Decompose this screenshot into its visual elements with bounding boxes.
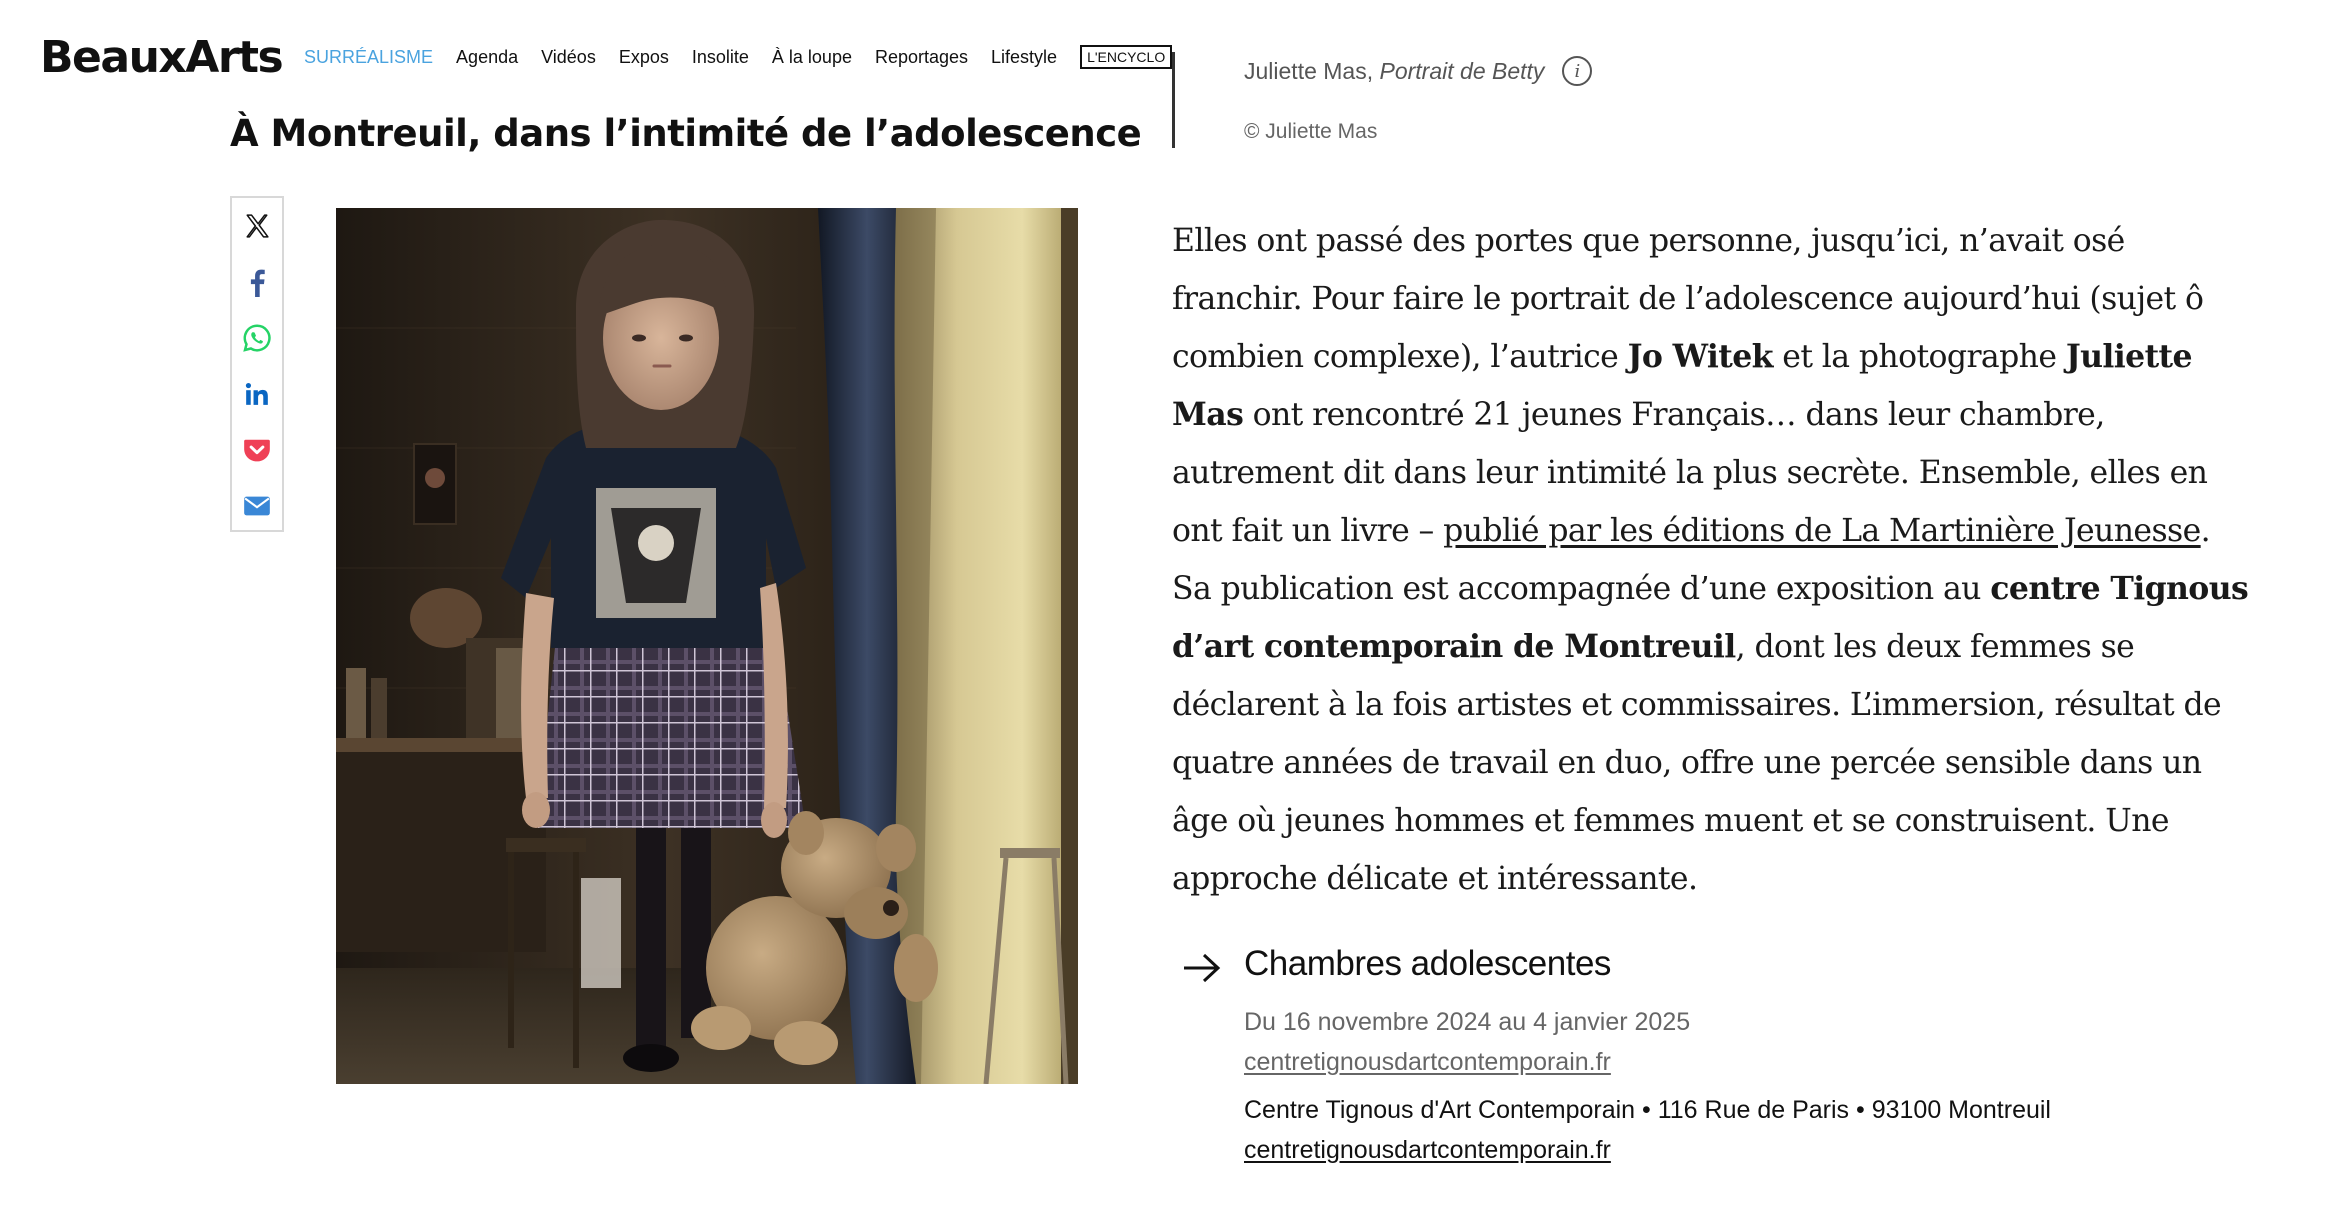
arrow-right-icon bbox=[1180, 950, 1224, 986]
nav-expos[interactable]: Expos bbox=[618, 46, 669, 67]
share-facebook-button[interactable] bbox=[232, 262, 282, 302]
photo-copyright: © Juliette Mas bbox=[1244, 120, 1378, 143]
caption-divider bbox=[1172, 52, 1175, 148]
body-text-4: . Sa publication est accompagnée d’une exposition au bbox=[1172, 513, 2211, 607]
photographer-name-juliette-mas: Juliette Mas bbox=[1172, 338, 2192, 433]
share-pocket-button[interactable] bbox=[232, 430, 282, 470]
caption-author: Juliette Mas, bbox=[1244, 57, 1374, 84]
article-photo[interactable] bbox=[336, 208, 1078, 1084]
nav-insolite[interactable]: Insolite bbox=[691, 46, 749, 67]
share-linkedin-button[interactable] bbox=[232, 374, 282, 414]
share-bar bbox=[230, 196, 284, 532]
photo-caption bbox=[1244, 56, 1592, 86]
nav-reportages[interactable]: Reportages bbox=[874, 46, 969, 67]
author-name-jo-witek: Jo Witek bbox=[1627, 338, 1773, 375]
publisher-link[interactable]: publié par les éditions de La Martinière Jeunesse bbox=[1443, 513, 2201, 549]
event-title[interactable]: Chambres adolescentes bbox=[1244, 944, 1611, 983]
venue-name: centre Tignous d’art contemporain de Montreuil bbox=[1172, 570, 2249, 665]
left-column bbox=[0, 0, 1166, 1226]
body-text-2: et la photographe bbox=[1772, 339, 2066, 375]
nav-lifestyle[interactable]: Lifestyle bbox=[991, 46, 1058, 67]
site-logo[interactable]: BeauxArts bbox=[40, 32, 283, 83]
event-address: Centre Tignous d'Art Contemporain • 116 Rue de Paris • 93100 Montreuil bbox=[1244, 1096, 2051, 1124]
portrait-of-girl-image bbox=[336, 208, 1078, 1084]
info-icon[interactable]: i bbox=[1562, 56, 1592, 86]
whatsapp-icon bbox=[242, 323, 272, 353]
event-website-link[interactable]: centretignousdartcontemporain.fr bbox=[1244, 1048, 1611, 1076]
article-body bbox=[1172, 212, 2252, 908]
nav-encyclo-button[interactable]: L'ENCYCLO bbox=[1080, 45, 1172, 69]
main-nav bbox=[304, 45, 1172, 69]
share-whatsapp-button[interactable] bbox=[232, 318, 282, 358]
nav-agenda[interactable]: Agenda bbox=[456, 46, 519, 67]
nav-videos[interactable]: Vidéos bbox=[541, 46, 596, 67]
email-icon bbox=[243, 494, 271, 518]
linkedin-icon bbox=[244, 381, 270, 407]
x-icon bbox=[244, 213, 270, 239]
article-title: À Montreuil, dans l’intimité de l’adolescence bbox=[230, 112, 1142, 155]
body-text-3: ont rencontré 21 jeunes Français… dans leur chambre, autrement dit dans leur intimité la plus secrète. Ensemble, elles en ont fait un livre – bbox=[1172, 397, 2208, 549]
facebook-icon bbox=[244, 267, 270, 297]
nav-a-la-loupe[interactable]: À la loupe bbox=[771, 46, 852, 67]
venue-website-link[interactable]: centretignousdartcontemporain.fr bbox=[1244, 1136, 1611, 1164]
caption-work: Portrait de Betty bbox=[1379, 57, 1545, 84]
share-email-button[interactable] bbox=[232, 486, 282, 526]
nav-surrealisme[interactable]: SURRÉALISME bbox=[304, 46, 434, 67]
pocket-icon bbox=[243, 436, 271, 464]
share-x-button[interactable] bbox=[232, 206, 282, 246]
body-text-5: , dont les deux femmes se déclarent à la fois artistes et commissaires. L’immersion, résultat de quatre années de travail en duo, offre une percée sensible dans un âge où jeunes hommes et femmes muent et se construisent. Une approche délicate et intéressante. bbox=[1172, 629, 2222, 897]
event-dates: Du 16 novembre 2024 au 4 janvier 2025 bbox=[1244, 1008, 1691, 1036]
body-text-1: Elles ont passé des portes que personne, jusqu’ici, n’avait osé franchir. Pour faire le portrait de l’adolescence aujourd’hui (sujet ô combien complexe), l’autrice bbox=[1172, 223, 2204, 375]
